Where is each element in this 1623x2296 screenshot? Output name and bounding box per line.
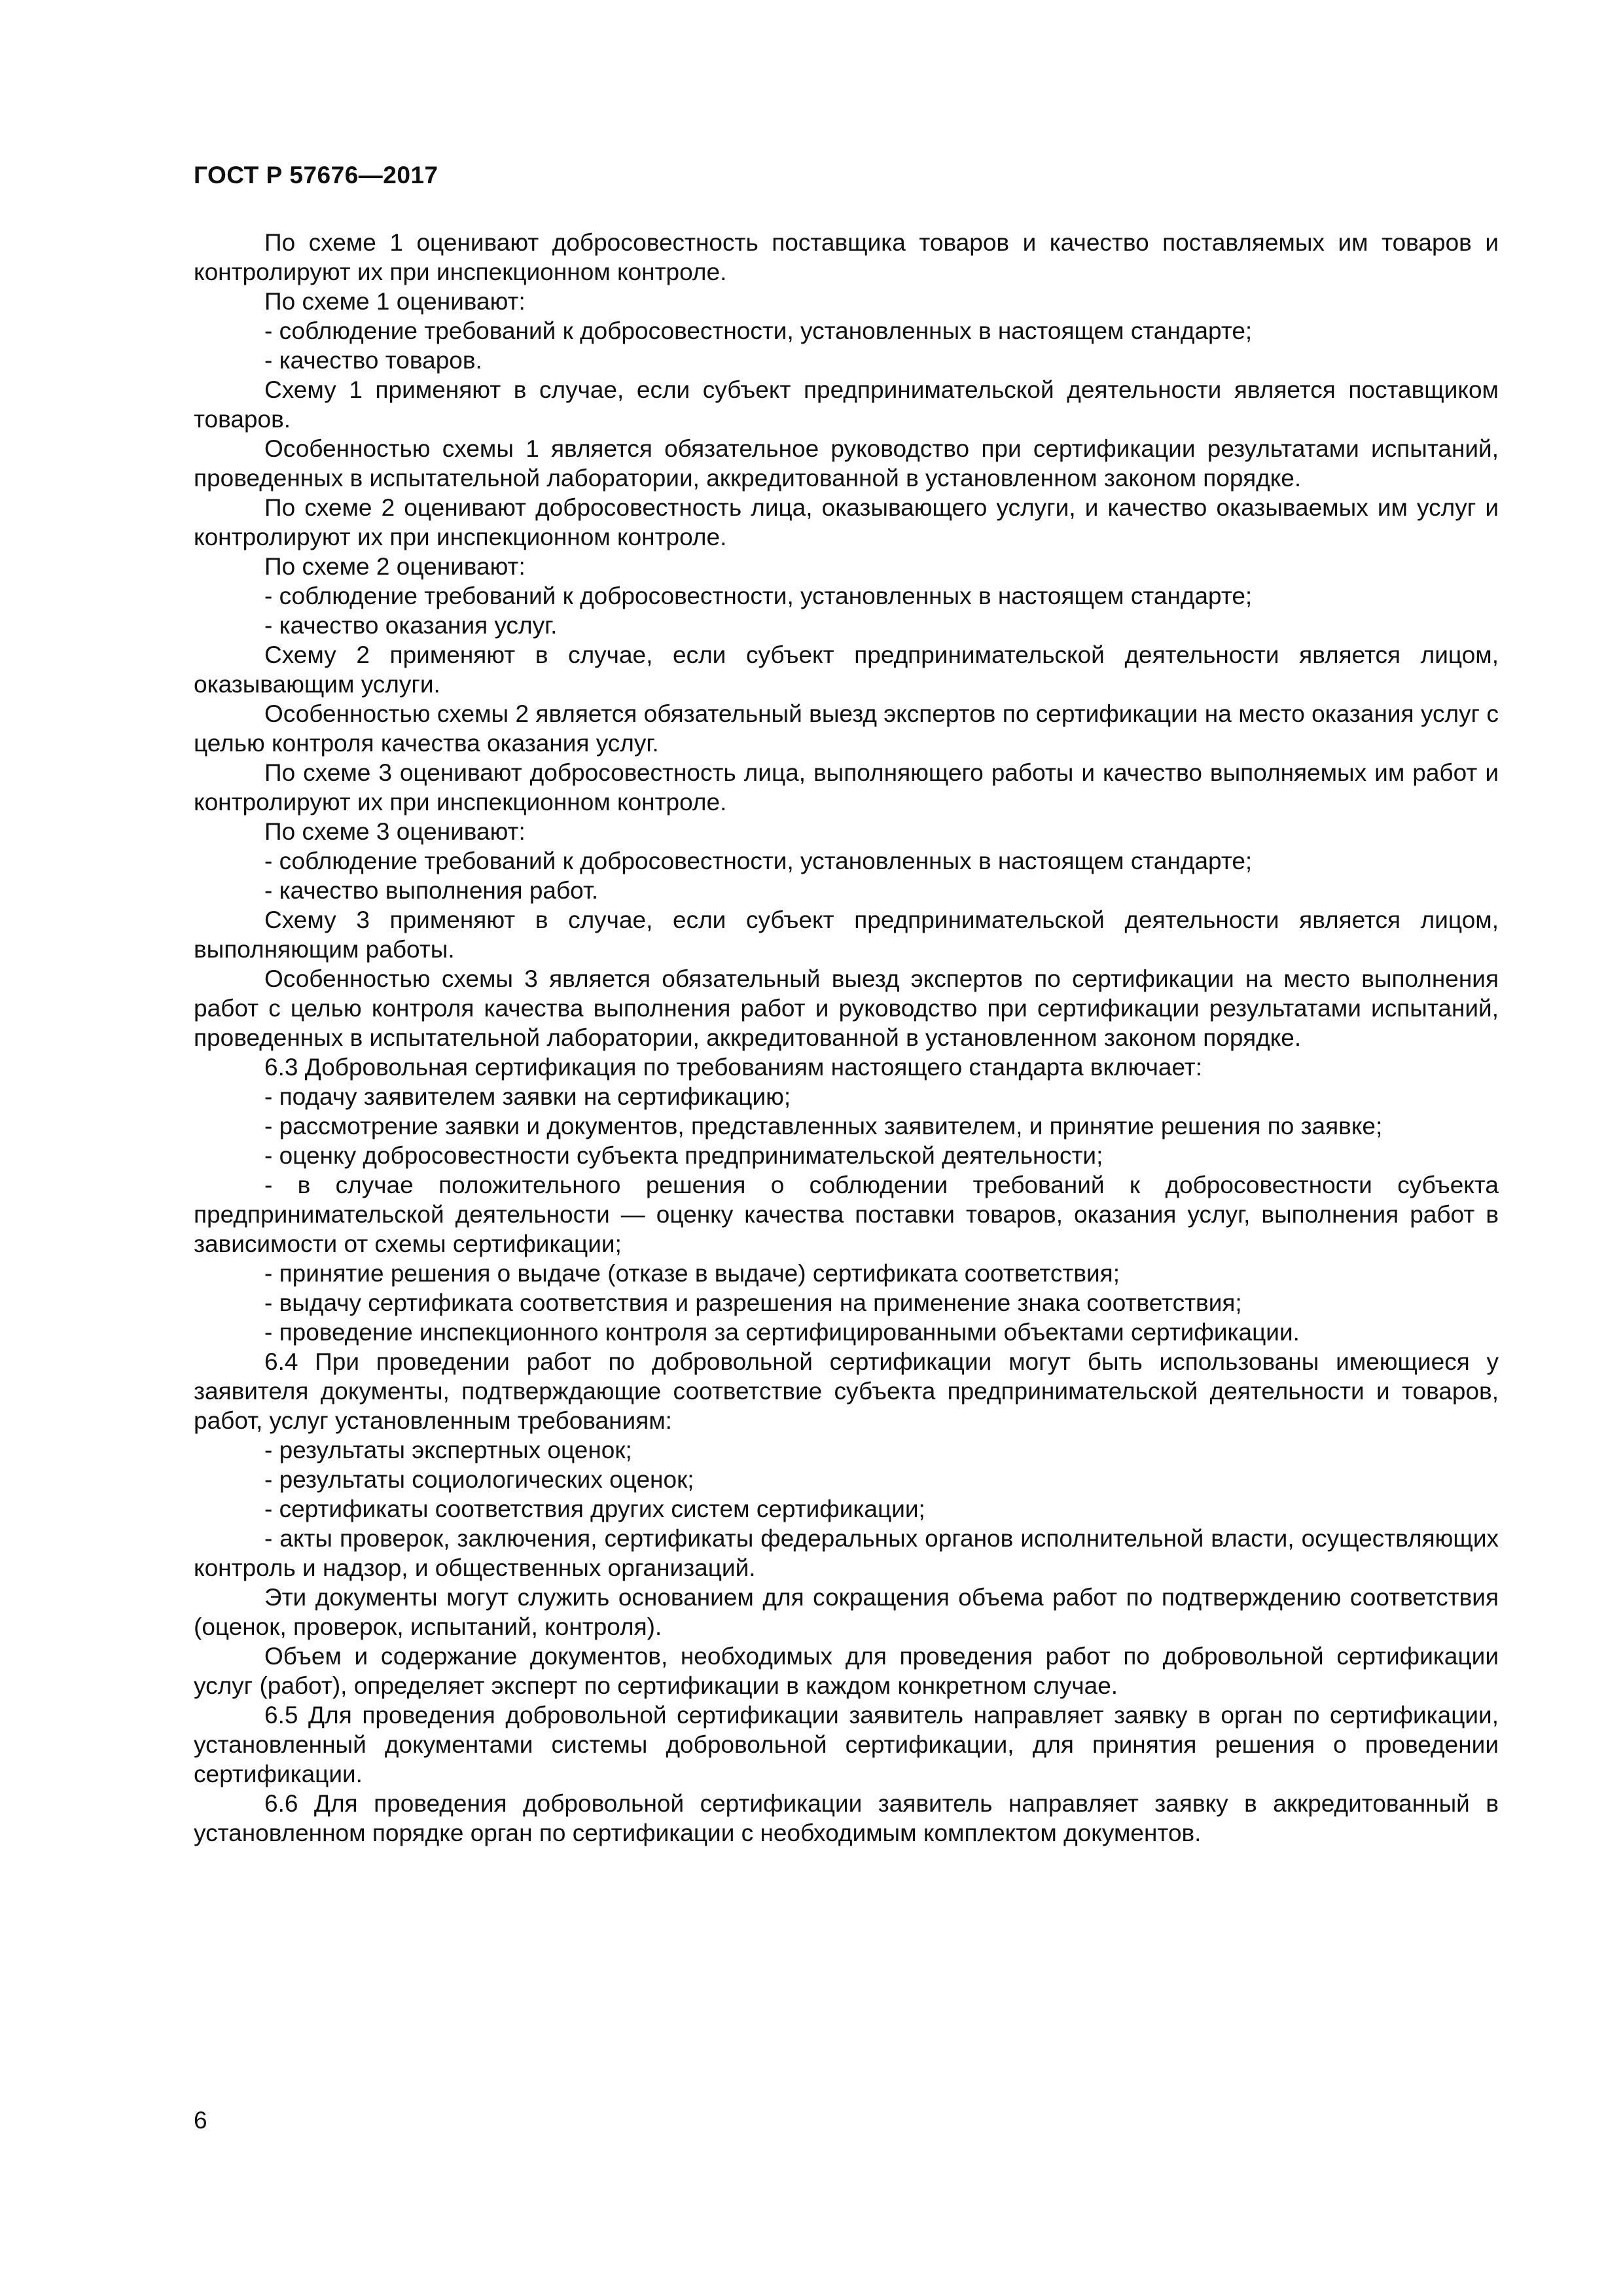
paragraph: Эти документы могут служить основанием для сокращения объема работ по подтверждению соответствия (оценок, проверок, испытаний, контроля). (194, 1584, 1499, 1640)
list-item: - выдачу сертификата соответствия и разрешения на применение знака соответствия; (264, 1289, 1242, 1316)
paragraph: Схему 2 применяют в случае, если субъект предпринимательской деятельности является лицом, оказывающим услуги. (194, 641, 1499, 698)
paragraph: По схеме 2 оценивают: (264, 553, 526, 580)
list-item: - качество выполнения работ. (264, 877, 599, 904)
list-item: - качество товаров. (264, 347, 482, 374)
paragraph: По схеме 3 оценивают: (264, 818, 526, 845)
paragraph: По схеме 1 оценивают: (264, 288, 526, 315)
paragraph: Особенностью схемы 1 является обязательное руководство при сертификации результатами испытаний, проведенных в испытательной лаборатории, аккредитованной в установленном законом порядке. (194, 435, 1499, 492)
document-body (194, 228, 1499, 1848)
section-6-6: 6.6 Для проведения добровольной сертификации заявитель направляет заявку в аккредитованный в установленном порядке орган по сертификации с необходимым комплектом документов. (194, 1790, 1499, 1846)
section-6-4: 6.4 При проведении работ по добровольной сертификации могут быть использованы имеющиеся у заявителя документы, подтверждающие соответствие субъекта предпринимательской деятельности и товаров, работ, услуг установленным требованиям: (194, 1348, 1499, 1434)
list-item: - соблюдение требований к добросовестности, установленных в настоящем стандарте; (264, 848, 1253, 874)
list-item: - качество оказания услуг. (264, 612, 558, 639)
paragraph: Схему 3 применяют в случае, если субъект предпринимательской деятельности является лицом, выполняющим работы. (194, 906, 1499, 963)
section-6-5: 6.5 Для проведения добровольной сертификации заявитель направляет заявку в орган по сертификации, установленный документами системы добровольной сертификации, для принятия решения о проведении сертификации. (194, 1702, 1499, 1787)
list-item: - результаты социологических оценок; (264, 1466, 694, 1493)
paragraph: Объем и содержание документов, необходимых для проведения работ по добровольной сертификации услуг (работ), определяет эксперт по сертификации в каждом конкретном случае. (194, 1643, 1499, 1699)
list-item: - подачу заявителем заявки на сертификацию; (264, 1083, 791, 1110)
paragraph: Особенностью схемы 3 является обязательный выезд экспертов по сертификации на место выполнения работ с целью контроля качества выполнения работ и руководство при сертификации результатами испытаний, проведенных в испытательной лаборатории, аккредитованной в установленном законом порядке. (194, 965, 1499, 1051)
list-item: - соблюдение требований к добросовестности, установленных в настоящем стандарте; (264, 583, 1253, 609)
page-number: 6 (194, 2107, 207, 2134)
list-item: - оценку добросовестности субъекта предпринимательской деятельности; (264, 1142, 1103, 1169)
section-6-3: 6.3 Добровольная сертификация по требованиям настоящего стандарта включает: (264, 1054, 1203, 1081)
list-item: - акты проверок, заключения, сертификаты федеральных органов исполнительной власти, осуществляющих контроль и надзор, и общественных организаций. (194, 1525, 1499, 1581)
paragraph: По схеме 3 оценивают добросовестность лица, выполняющего работы и качество выполняемых им работ и контролируют их при инспекционном контроле. (194, 759, 1499, 816)
list-item: - рассмотрение заявки и документов, представленных заявителем, и принятие решения по заявке; (264, 1113, 1383, 1139)
document-header-id: ГОСТ Р 57676—2017 (194, 162, 438, 188)
list-item: - соблюдение требований к добросовестности, установленных в настоящем стандарте; (264, 317, 1253, 344)
list-item: - в случае положительного решения о соблюдении требований к добросовестности субъекта предпринимательской деятельности — оценку качества поставки товаров, оказания услуг, выполнения работ в зависимости от схемы сертификации; (194, 1172, 1499, 1257)
list-item: - сертификаты соответствия других систем сертификации; (264, 1496, 925, 1522)
list-item: - принятие решения о выдаче (отказе в выдаче) сертификата соответствия; (264, 1260, 1120, 1287)
list-item: - проведение инспекционного контроля за сертифицированными объектами сертификации. (264, 1319, 1300, 1346)
paragraph: По схеме 2 оценивают добросовестность лица, оказывающего услуги, и качество оказываемых им услуг и контролируют их при инспекционном контроле. (194, 494, 1499, 550)
paragraph: Схему 1 применяют в случае, если субъект предпринимательской деятельности является поставщиком товаров. (194, 376, 1499, 433)
paragraph: По схеме 1 оценивают добросовестность поставщика товаров и качество поставляемых им товаров и контролируют их при инспекционном контроле. (194, 229, 1499, 285)
list-item: - результаты экспертных оценок; (264, 1437, 632, 1463)
paragraph: Особенностью схемы 2 является обязательный выезд экспертов по сертификации на место оказания услуг с целью контроля качества оказания услуг. (194, 700, 1499, 757)
